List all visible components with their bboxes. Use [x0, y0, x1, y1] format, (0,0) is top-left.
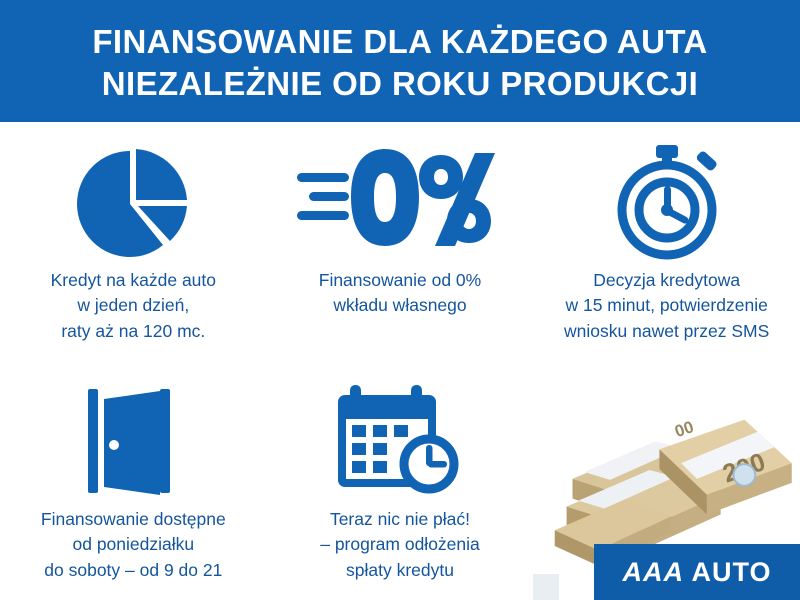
feature-line: spłaty kredytu — [346, 559, 454, 580]
open-door-icon — [74, 379, 192, 503]
feature-line: Finansowanie od 0% — [318, 270, 482, 290]
feature-line: Kredyt na każde auto — [50, 270, 217, 290]
feature-line: Teraz nic nie płać! — [329, 509, 471, 529]
feature-line: wniosku nawet przez SMS — [564, 320, 770, 341]
feature-card-credit — [0, 122, 267, 361]
calendar-clock-icon — [332, 379, 468, 503]
pie-chart-icon — [68, 140, 198, 264]
feature-text-zero-percent — [313, 268, 487, 319]
photo-corner — [533, 574, 559, 600]
brand-logo-aaa: AAA — [622, 556, 692, 587]
feature-card-zero-percent — [267, 122, 534, 361]
feature-text-decision — [558, 268, 775, 344]
feature-card-decision — [533, 122, 800, 361]
money-stacks-photo — [533, 371, 800, 571]
feature-text-credit — [45, 268, 222, 344]
header-line-2: NIEZALEŻNIE OD ROKU PRODUKCJI — [101, 65, 699, 102]
header-line-1: FINANSOWANIE DLA KAŻDEGO AUTA — [92, 22, 708, 60]
brand-logo-text — [622, 557, 771, 588]
feature-text-hours — [35, 507, 232, 583]
feature-card-deferred-payment — [267, 361, 534, 600]
svg-text:00: 00 — [672, 417, 697, 442]
brand-logo-auto: AUTO — [691, 556, 772, 587]
stopwatch-icon — [604, 140, 730, 264]
feature-line: Decyzja kredytowa — [593, 270, 741, 290]
features-grid — [0, 122, 800, 600]
feature-line: w 15 minut, potwierdzenie — [565, 295, 768, 316]
brand-logo — [594, 544, 800, 600]
feature-line: raty aż na 120 mc. — [61, 320, 206, 341]
feature-card-hours — [0, 361, 267, 600]
money-photo-cell — [533, 361, 800, 600]
zero-percent-icon — [295, 140, 505, 264]
feature-line: Finansowanie dostępne — [40, 509, 226, 529]
feature-line: do soboty – od 9 do 21 — [44, 559, 223, 580]
poster-header — [0, 0, 800, 122]
feature-line: – program odłożenia — [320, 534, 480, 555]
feature-line: w jeden dzień, — [77, 295, 190, 316]
feature-line: od poniedziałku — [72, 534, 195, 555]
feature-text-deferred-payment — [314, 507, 486, 583]
feature-line: wkładu własnego — [333, 295, 467, 316]
